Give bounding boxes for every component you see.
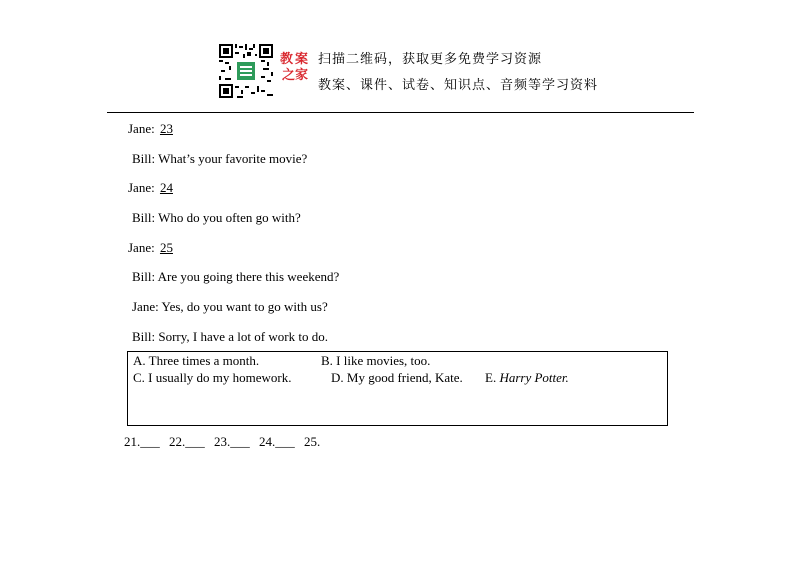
- utterance: Sorry, I have a lot of work to do.: [158, 329, 328, 344]
- dialogue-line: [132, 151, 307, 167]
- dialogue-line: [128, 121, 175, 137]
- utterance: Who do you often go with?: [158, 210, 301, 225]
- logo: [278, 52, 312, 84]
- speaker: Jane:: [128, 180, 155, 195]
- speaker: Jane:: [128, 240, 155, 255]
- utterance: Are you going there this weekend?: [157, 269, 340, 284]
- option-c: C. I usually do my homework.: [133, 370, 292, 385]
- logo-line-1: 教案: [279, 52, 310, 67]
- option-d: D. My good friend, Kate.: [331, 370, 463, 385]
- speaker: Jane:: [132, 299, 159, 314]
- qr-code-icon: [219, 44, 273, 98]
- answer-slot: 24.___: [259, 434, 295, 449]
- options-box: [127, 351, 668, 426]
- header-slogan-1: 扫描二维码，获取更多免费学习资源: [318, 52, 543, 67]
- header-slogan-2: 教案、课件、试卷、知识点、音频等学习资料: [318, 78, 599, 93]
- speaker: Bill:: [132, 210, 156, 225]
- answer-blank: 23: [159, 121, 173, 136]
- option-e-title: Harry Potter.: [499, 370, 569, 385]
- dialogue-line: [128, 180, 175, 196]
- answer-blank: 24: [159, 180, 173, 195]
- option-e: [485, 370, 569, 386]
- speaker: Bill:: [132, 329, 156, 344]
- answer-slot: 22.___: [169, 434, 205, 449]
- answer-line: [124, 434, 326, 450]
- answer-blank: 25: [159, 240, 173, 255]
- logo-line-2: 之家: [281, 68, 308, 83]
- speaker: Bill:: [132, 151, 156, 166]
- dialogue-line: [132, 269, 339, 285]
- answer-slot: 23.___: [214, 434, 250, 449]
- answer-slot: 25.: [304, 434, 321, 449]
- option-b: B. I like movies, too.: [321, 353, 431, 368]
- dialogue-line: [132, 299, 328, 315]
- utterance: What’s your favorite movie?: [158, 151, 308, 166]
- dialogue-line: [132, 210, 301, 226]
- speaker: Bill:: [132, 269, 156, 284]
- dialogue-line: [132, 329, 328, 345]
- speaker: Jane:: [128, 121, 155, 136]
- answer-slot: 21.___: [124, 434, 160, 449]
- dialogue-line: [128, 240, 175, 256]
- page-header: [0, 40, 800, 110]
- option-a: A. Three times a month.: [133, 353, 260, 368]
- option-e-prefix: E.: [485, 370, 500, 385]
- utterance: Yes, do you want to go with us?: [161, 299, 328, 314]
- header-divider: [107, 112, 694, 113]
